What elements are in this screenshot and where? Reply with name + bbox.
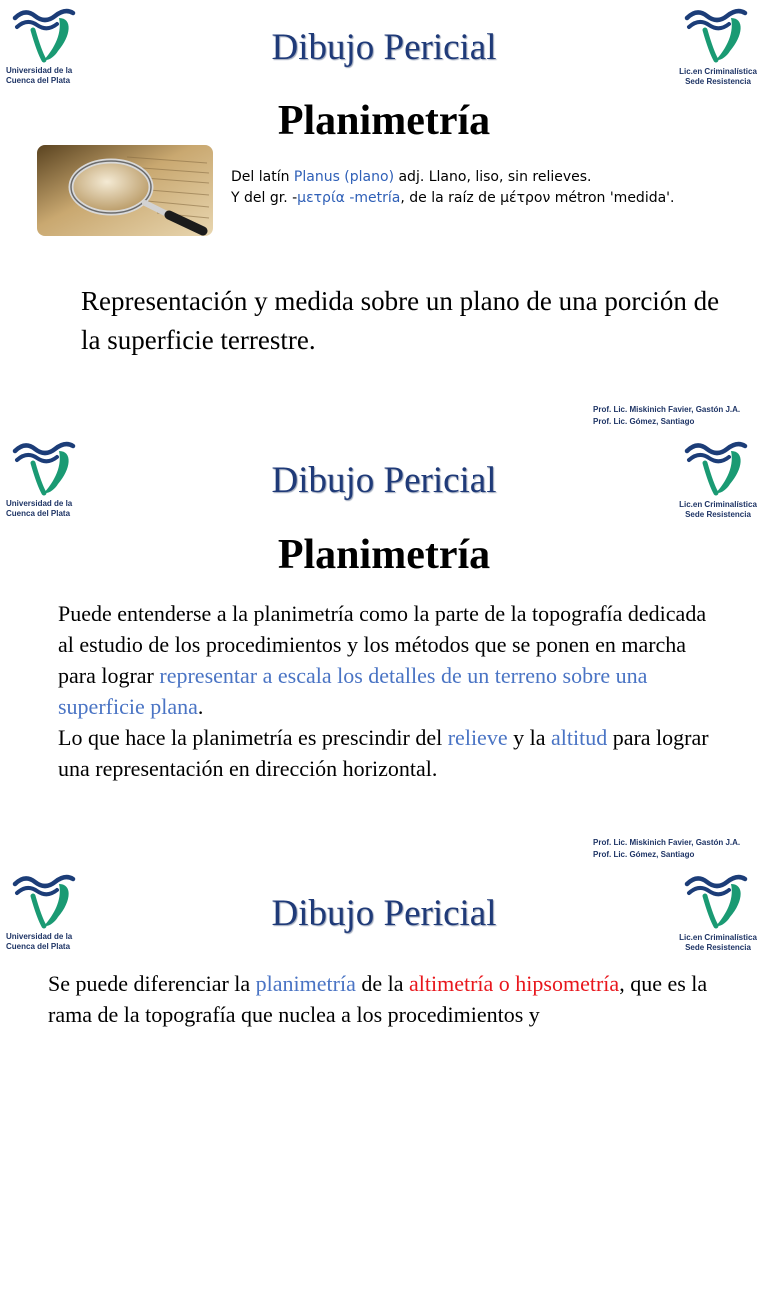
definition-text: Representación y medida sobre un plano de una porción de la superficie terrestre. — [81, 286, 720, 355]
slide-1 — [0, 0, 768, 433]
program-logo-text: Lic.en Criminalística Sede Resistencia — [679, 500, 757, 519]
credits — [593, 837, 740, 861]
paragraph-text: Lo que hace la planimetría es prescindir del — [58, 725, 448, 750]
paragraph-text: de la — [355, 971, 410, 996]
etymology-highlight: μετρία -metría — [297, 190, 401, 206]
credits-line: Prof. Lic. Miskinich Favier, Gastón J.A. — [593, 405, 741, 414]
credits-line: Prof. Lic. Miskinich Favier, Gastón J.A. — [593, 838, 741, 847]
header-title: Dibujo Pericial — [271, 27, 497, 68]
paragraph-text: para lograr una representación en dirección horizontal. — [58, 725, 709, 781]
page-title: Planimetría — [277, 98, 491, 144]
university-logo-text: Universidad de la Cuenca del Plata — [6, 66, 73, 85]
university-logo-text: Universidad de la Cuenca del Plata — [6, 499, 73, 518]
header-title: Dibujo Pericial — [271, 460, 497, 501]
etymology-text: adj. Llano, liso, sin relieves. — [394, 169, 592, 185]
etymology-line-1 — [231, 167, 674, 188]
university-logo-text: Universidad de la Cuenca del Plata — [6, 932, 73, 951]
slide-3 — [0, 866, 768, 1299]
etymology-text: Del latín — [231, 169, 294, 185]
credits — [593, 404, 740, 428]
paragraph-text: Puede entenderse a la planimetría como la parte de la topografía dedicada al estudio de los procedimientos y los métodos que se ponen en marcha para lograr — [58, 601, 707, 688]
paragraph-highlight: planimetría — [255, 971, 356, 996]
etymology-text: Y del gr. - — [231, 190, 298, 206]
etymology-line-2 — [231, 188, 674, 209]
paragraph-text: . — [197, 694, 204, 719]
magnifier-image — [37, 145, 213, 236]
etymology-text: , de la raíz de μέτρον métron 'medida'. — [400, 190, 675, 206]
page-title: Planimetría — [277, 532, 491, 578]
paragraph-text: , que es la rama de la topografía que nuclea a los procedimientos y — [48, 971, 708, 1027]
body-text — [48, 968, 748, 1030]
etymology — [231, 167, 674, 209]
paragraph-highlight: relieve — [447, 725, 508, 750]
paragraph-highlight: representar a escala los detalles de un terreno sobre una superficie plana — [58, 663, 648, 719]
slide-2 — [0, 433, 768, 866]
paragraph-highlight: altitud — [550, 725, 608, 750]
paragraph-highlight-red: altimetría o hipsometría — [409, 971, 620, 996]
program-logo-text: Lic.en Criminalística Sede Resistencia — [679, 67, 757, 86]
paragraph-text: y la — [507, 725, 551, 750]
program-logo-text: Lic.en Criminalística Sede Resistencia — [679, 933, 757, 952]
credits-line: Prof. Lic. Gómez, Santiago — [593, 850, 695, 859]
etymology-highlight: Planus (plano) — [293, 169, 395, 185]
paragraph-text: Se puede diferenciar la — [48, 971, 256, 996]
body-text — [58, 598, 718, 784]
paragraph-1 — [58, 598, 718, 722]
credits-line: Prof. Lic. Gómez, Santiago — [593, 417, 695, 426]
header-title: Dibujo Pericial — [271, 893, 497, 934]
paragraph-2 — [58, 722, 718, 784]
